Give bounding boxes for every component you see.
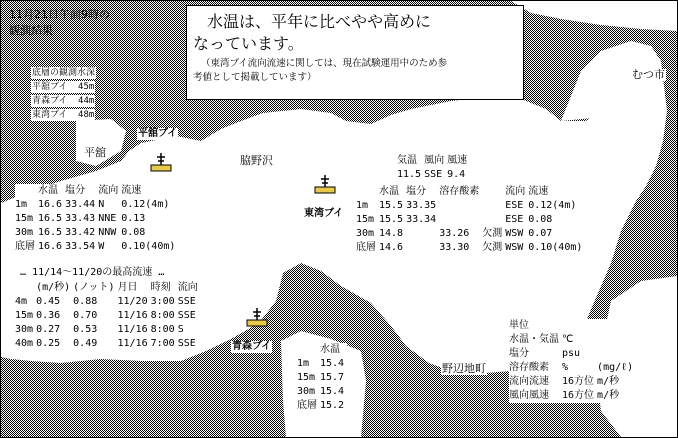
table-cell: 11/16 bbox=[117, 338, 148, 349]
table-cell: WSW bbox=[505, 242, 524, 253]
table-cell: 1m bbox=[297, 358, 310, 369]
table-cell: SSE bbox=[424, 169, 443, 180]
depth-legend-row: 青森ブイ 44m bbox=[32, 96, 95, 106]
table-cell bbox=[15, 281, 36, 295]
table-row bbox=[15, 198, 178, 212]
table-cell: SSE bbox=[177, 338, 196, 349]
table-row bbox=[15, 226, 178, 240]
table-cell: 30m bbox=[297, 386, 316, 397]
buoy-icon[interactable] bbox=[245, 306, 269, 328]
table-cell: 塩分 bbox=[509, 348, 529, 359]
table-cell: ESE bbox=[505, 214, 524, 225]
table-cell bbox=[597, 319, 636, 333]
units-row bbox=[509, 333, 636, 347]
max-speed-title: … 11/14～11/20の最高流速 … bbox=[20, 267, 165, 278]
table-cell: 1m bbox=[15, 199, 28, 210]
table-header-row bbox=[356, 185, 585, 199]
table-cell: 4m bbox=[15, 296, 28, 307]
table-cell: 風向 bbox=[424, 155, 445, 166]
notice-note-1: （東湾ブイ流向流速に関しては、現在試験運用中のため参 bbox=[201, 58, 448, 69]
table-cell: 40m bbox=[15, 338, 34, 349]
table-cell: 0.25 bbox=[36, 338, 61, 349]
table-cell bbox=[406, 241, 439, 255]
table-cell: NNW bbox=[98, 227, 117, 238]
table-cell: 水温 bbox=[379, 186, 399, 197]
units-row bbox=[509, 375, 636, 389]
depth-legend-title: 底層の観測水深 bbox=[32, 68, 96, 78]
table-cell bbox=[482, 185, 505, 199]
depth-legend-row: 平舘ブイ 45m bbox=[32, 82, 95, 92]
table-cell: 0.13 bbox=[121, 213, 146, 224]
max-speed-table bbox=[15, 281, 201, 351]
table-cell: (m/秒) bbox=[36, 282, 71, 293]
table-row bbox=[397, 168, 470, 182]
table-header-row bbox=[15, 184, 178, 198]
table-row bbox=[15, 240, 178, 254]
table-cell: N bbox=[98, 199, 105, 210]
table-cell: (ノット) bbox=[73, 282, 115, 293]
table-cell: 0.27 bbox=[36, 324, 61, 335]
table-row bbox=[297, 399, 347, 413]
depth-legend-row: 東湾ブイ 48m bbox=[32, 110, 95, 120]
table-cell: 16.5 bbox=[38, 227, 63, 238]
place-noheji: 野辺地町 bbox=[442, 362, 486, 375]
table-cell: psu bbox=[562, 348, 581, 359]
table-cell: m/秒 bbox=[597, 376, 620, 387]
table-cell: 0.49 bbox=[73, 338, 98, 349]
col-header: 水温 bbox=[38, 185, 58, 196]
table-cell: 塩分 bbox=[406, 186, 427, 197]
table-row bbox=[356, 227, 585, 241]
table-cell: 流向 bbox=[177, 282, 198, 293]
table-row bbox=[356, 241, 585, 255]
buoy-icon[interactable] bbox=[313, 173, 337, 195]
table-cell: 風向風速 bbox=[509, 390, 549, 401]
table-cell: 15m bbox=[15, 310, 34, 321]
notice-box bbox=[186, 5, 524, 100]
table-cell: 底層 bbox=[15, 241, 35, 252]
table-cell: 15m bbox=[15, 213, 34, 224]
table-cell: 0.12(4m) bbox=[121, 199, 170, 210]
table-cell: 8:00 bbox=[150, 310, 175, 321]
aomori-table bbox=[297, 343, 347, 413]
table-row bbox=[297, 371, 347, 385]
table-cell: 33.35 bbox=[406, 200, 437, 211]
table-cell: 16方位 bbox=[562, 376, 595, 387]
table-cell bbox=[406, 227, 439, 241]
units-row bbox=[509, 389, 636, 403]
table-row bbox=[15, 295, 201, 309]
notice-headline-1: 水温は、平年に比べやや高めに bbox=[207, 12, 432, 31]
table-cell: 15.5 bbox=[379, 214, 404, 225]
observation-datetime: 11月21日午前9時の bbox=[9, 8, 110, 21]
table-cell bbox=[15, 184, 38, 198]
table-cell: 0.10(40m) bbox=[121, 241, 176, 252]
table-cell: ESE bbox=[505, 200, 524, 211]
table-cell: 7:00 bbox=[150, 338, 175, 349]
table-cell: 底層 bbox=[356, 242, 376, 253]
table-cell: 溶存酸素 bbox=[509, 362, 549, 373]
place-tairadate: 平舘 bbox=[84, 146, 106, 159]
units-legend bbox=[509, 319, 636, 403]
table-cell: 0.88 bbox=[73, 296, 98, 307]
table-cell: ℃ bbox=[562, 334, 574, 345]
table-cell: 30m bbox=[15, 324, 34, 335]
table-cell bbox=[597, 347, 636, 361]
table-cell: 0.10(40m) bbox=[528, 242, 583, 253]
table-cell: 欠測 bbox=[482, 228, 503, 239]
table-header-row bbox=[397, 154, 470, 168]
table-cell: 溶存酸素 bbox=[439, 186, 480, 197]
table-header-row bbox=[15, 281, 201, 295]
table-cell: 15.2 bbox=[320, 400, 345, 411]
table-cell: 流速 bbox=[528, 186, 549, 197]
table-header-row bbox=[297, 343, 347, 357]
table-cell: 9.4 bbox=[447, 169, 466, 180]
table-cell: 14.6 bbox=[379, 242, 404, 253]
table-cell: 水温・気温 bbox=[509, 334, 559, 345]
col-header: 塩分 bbox=[65, 185, 86, 196]
table-cell: 欠測 bbox=[482, 242, 503, 253]
table-cell: 33.54 bbox=[65, 241, 96, 252]
table-cell: 8:00 bbox=[150, 324, 175, 335]
table-cell: 33.30 bbox=[439, 242, 470, 253]
table-cell: 33.26 bbox=[439, 228, 470, 239]
table-cell: 0.12(4m) bbox=[528, 200, 577, 211]
table-cell: 月日 bbox=[117, 282, 138, 293]
table-cell: 15.5 bbox=[379, 200, 404, 211]
notice-note-2: 考値として掲載しています） bbox=[193, 72, 317, 83]
table-cell: 0.53 bbox=[73, 324, 98, 335]
table-row bbox=[356, 213, 585, 227]
table-cell: 0.08 bbox=[528, 214, 553, 225]
notice-headline-2: なっています。 bbox=[193, 34, 304, 53]
table-cell: 33.42 bbox=[65, 227, 96, 238]
table-row bbox=[15, 337, 201, 351]
table-cell: 底層 bbox=[297, 400, 317, 411]
units-row bbox=[509, 347, 636, 361]
table-cell: 風速 bbox=[447, 155, 468, 166]
table-cell: 33.43 bbox=[65, 213, 96, 224]
table-cell: 水温 bbox=[320, 344, 340, 355]
table-cell: 流向 bbox=[505, 186, 526, 197]
table-cell: 気温 bbox=[397, 155, 417, 166]
col-header: 流向 bbox=[98, 185, 119, 196]
table-cell: 15.7 bbox=[320, 372, 345, 383]
table-cell: 0.45 bbox=[36, 296, 61, 307]
table-cell: SSE bbox=[177, 296, 196, 307]
table-row bbox=[297, 357, 347, 371]
table-cell: SSE bbox=[177, 310, 196, 321]
col-header: 流速 bbox=[121, 185, 142, 196]
table-cell: (mg/ℓ) bbox=[597, 362, 634, 373]
table-cell: W bbox=[98, 241, 105, 252]
table-cell: 流向流速 bbox=[509, 376, 549, 387]
table-cell: 3:00 bbox=[150, 296, 175, 307]
table-cell: 16.6 bbox=[38, 199, 63, 210]
units-title: 単位 bbox=[509, 320, 529, 331]
table-cell: 15.4 bbox=[320, 358, 345, 369]
table-cell: 30m bbox=[15, 227, 34, 238]
table-cell: 11/16 bbox=[117, 310, 148, 321]
table-cell: 33.44 bbox=[65, 199, 96, 210]
table-cell: S bbox=[177, 324, 184, 335]
table-cell: 0.36 bbox=[36, 310, 61, 321]
table-cell: 30m bbox=[356, 228, 375, 239]
table-cell bbox=[562, 319, 597, 333]
higashiwan-weather-table bbox=[397, 154, 470, 182]
table-cell bbox=[482, 213, 505, 227]
table-cell: 16方位 bbox=[562, 390, 595, 401]
table-cell: 14.8 bbox=[379, 228, 404, 239]
table-row bbox=[15, 309, 201, 323]
table-cell: % bbox=[562, 362, 569, 373]
buoy-icon[interactable] bbox=[149, 151, 173, 173]
table-cell: 11.5 bbox=[397, 169, 422, 180]
table-row bbox=[15, 323, 201, 337]
table-cell: 16.6 bbox=[38, 241, 63, 252]
table-cell: 0.08 bbox=[121, 227, 146, 238]
place-wakinosawa: 脇野沢 bbox=[240, 154, 273, 167]
table-cell: 15m bbox=[356, 214, 375, 225]
table-cell bbox=[482, 199, 505, 213]
table-row bbox=[356, 199, 585, 213]
table-cell: 15m bbox=[297, 372, 316, 383]
table-cell: NNE bbox=[98, 213, 117, 224]
table-cell: 0.07 bbox=[528, 228, 553, 239]
table-cell: 0.70 bbox=[73, 310, 98, 321]
units-row bbox=[509, 361, 636, 375]
table-cell: m/秒 bbox=[597, 390, 620, 401]
higashiwan-table bbox=[356, 185, 585, 255]
table-cell bbox=[356, 185, 379, 199]
table-cell: 11/16 bbox=[117, 324, 148, 335]
table-row bbox=[15, 212, 178, 226]
buoy-name-tairadate: 平舘ブイ bbox=[138, 128, 178, 139]
buoy-name-aomori: 青森ブイ bbox=[232, 341, 272, 352]
table-cell: WSW bbox=[505, 228, 524, 239]
table-cell: 1m bbox=[356, 200, 369, 211]
table-cell bbox=[439, 213, 482, 227]
table-cell bbox=[597, 333, 636, 347]
observation-title: 観測結果 bbox=[9, 24, 53, 37]
table-cell: 16.5 bbox=[38, 213, 63, 224]
table-row bbox=[297, 385, 347, 399]
table-cell: 33.34 bbox=[406, 214, 437, 225]
table-cell bbox=[297, 343, 320, 357]
table-cell: 15.4 bbox=[320, 386, 345, 397]
buoy-name-higashiwan: 東湾ブイ bbox=[304, 208, 344, 219]
table-cell: 11/20 bbox=[117, 296, 148, 307]
table-cell bbox=[439, 199, 482, 213]
table-cell: 時刻 bbox=[150, 282, 171, 293]
tairadate-table bbox=[15, 184, 178, 254]
place-mutsu: むつ市 bbox=[632, 68, 665, 81]
